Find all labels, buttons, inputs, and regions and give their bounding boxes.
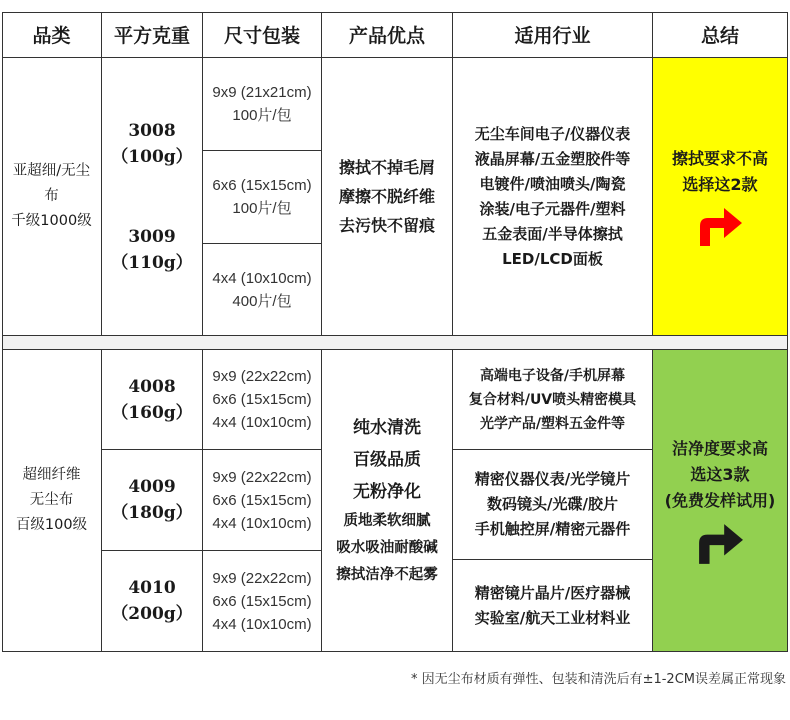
group2-industries-1: 高端电子设备/手机屏幕 复合材料/UV喷头精密模具 光学产品/塑料五金件等: [453, 350, 653, 450]
group2-sizes-4008: 9x9 (22x22cm) 6x6 (15x15cm) 4x4 (10x10cm): [203, 350, 322, 450]
group1-category: 亚超细/无尘 布 千级1000级: [2, 58, 102, 336]
weight-model-3008: 3008: [128, 120, 176, 141]
group2-sizes-4010: 9x9 (22x22cm) 6x6 (15x15cm) 4x4 (10x10cm): [203, 551, 322, 652]
header-size: 尺寸包装: [203, 12, 322, 58]
footnote: * 因无尘布材质有弹性、包装和清洗后有±1-2CM误差属正常现象: [410, 672, 786, 687]
group2-weight-4009: 4009 （180g）: [102, 450, 203, 551]
header-weight: 平方克重: [102, 12, 203, 58]
group1-size-2: 6x6 (15x15cm) 100片/包: [203, 151, 322, 244]
group2-industries-3: 精密镜片晶片/医疗器械 实验室/航天工业材料业: [453, 560, 653, 652]
turn-right-arrow-icon: [692, 520, 748, 566]
group1-weights: 3008 （100g） 3009 （110g）: [102, 58, 203, 336]
group2-weight-4010: 4010 （200g）: [102, 551, 203, 652]
weight-model-3009: 3009: [128, 226, 176, 247]
group1-size-3: 4x4 (10x10cm) 400片/包: [203, 244, 322, 336]
group1-advantages: 擦拭不掉毛屑 摩擦不脱纤维 去污快不留痕: [322, 58, 453, 336]
group2-industries-2: 精密仪器仪表/光学镜片 数码镜头/光碟/胶片 手机触控屏/精密元器件: [453, 450, 653, 560]
header-advantages: 产品优点: [322, 12, 453, 58]
product-table: [2, 12, 788, 652]
header-industry: 适用行业: [453, 12, 653, 58]
header-summary: 总结: [653, 12, 788, 58]
header-category: 品类: [2, 12, 102, 58]
group1-size-1: 9x9 (21x21cm) 100片/包: [203, 58, 322, 151]
turn-right-arrow-icon: [694, 204, 746, 248]
group-separator: [2, 336, 788, 350]
group2-sizes-4009: 9x9 (22x22cm) 6x6 (15x15cm) 4x4 (10x10cm): [203, 450, 322, 551]
group2-summary: 洁净度要求高 选这3款 (免费发样试用): [653, 350, 788, 652]
group2-weight-4008: 4008 （160g）: [102, 350, 203, 450]
group1-industries: 无尘车间电子/仪器仪表 液晶屏幕/五金塑胶件等 电镀件/喷油喷头/陶瓷 涂装/电子元器件/塑料 五金表面/半导体擦拭 LED/LCD面板: [453, 58, 653, 336]
group2-category: 超细纤维 无尘布 百级100级: [2, 350, 102, 652]
group1-summary: 擦拭要求不高 选择这2款: [653, 58, 788, 336]
group2-advantages: 纯水清洗 百级品质 无粉净化 质地柔软细腻 吸水吸油耐酸碱 擦拭洁净不起雾: [322, 350, 453, 652]
